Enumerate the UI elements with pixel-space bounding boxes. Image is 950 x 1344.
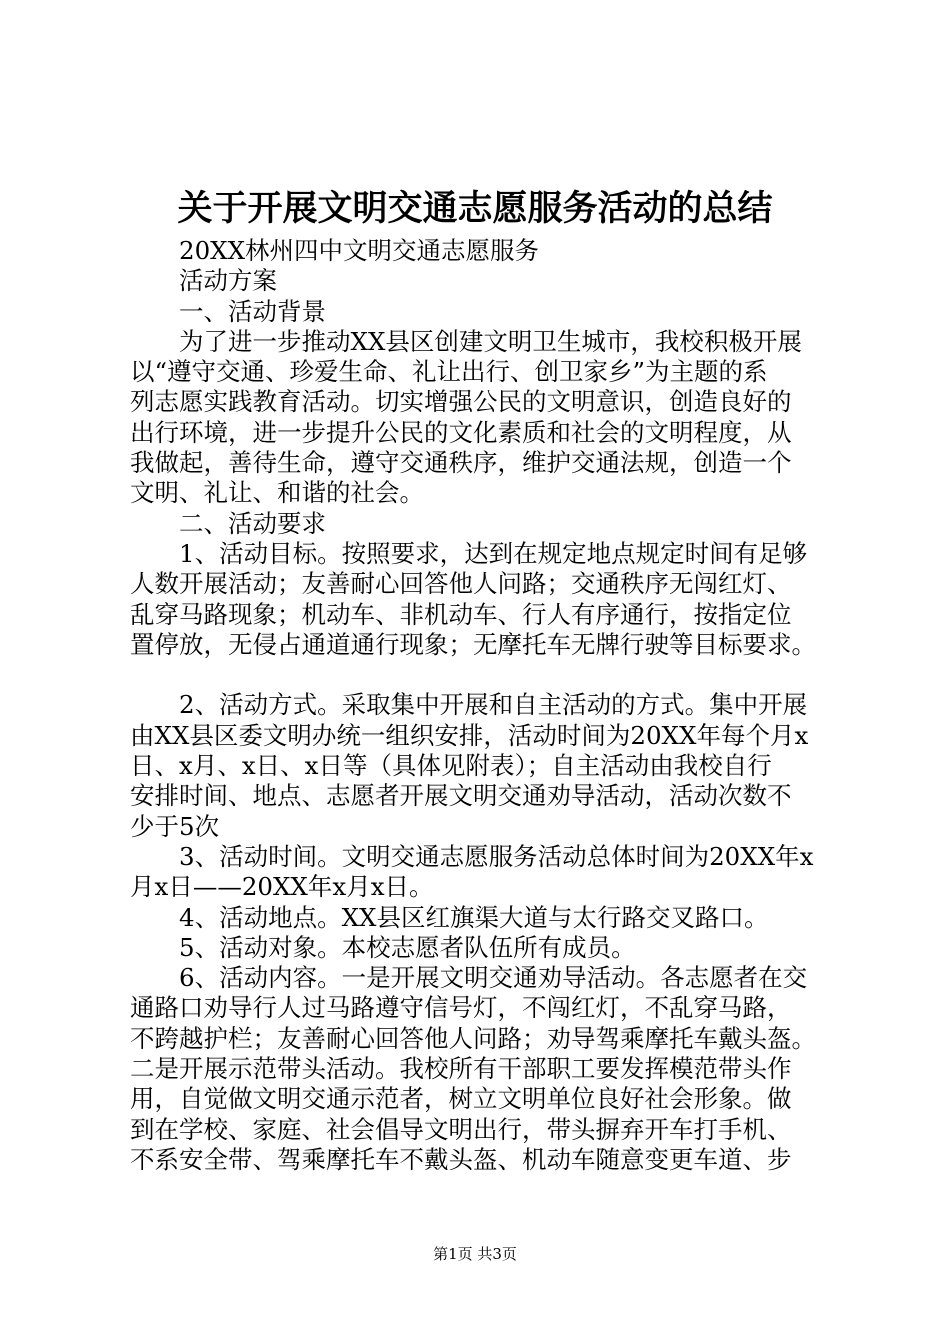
paragraph-line: 安排时间、地点、志愿者开展文明交通劝导活动，活动次数不 [130,781,792,811]
subtitle-line: 活动方案 [179,266,277,296]
section-heading: 一、活动背景 [179,296,326,326]
paragraph-line: 乱穿马路现象；机动车、非机动车、行人有序通行，按指定位 [130,599,792,629]
paragraph-line: 以“遵守交通、珍爱生命、礼让出行、创卫家乡”为主题的系 [130,357,768,387]
paragraph-line: 通路口劝导行人过马路遵守信号灯，不闯红灯，不乱穿马路， [130,993,792,1023]
document-title: 关于开展文明交通志愿服务活动的总结 [177,188,773,229]
paragraph-line: 到在学校、家庭、社会倡导文明出行，带头摒弃开车打手机、 [130,1114,792,1144]
paragraph-line: 为了进一步推动XX县区创建文明卫生城市，我校积极开展 [179,326,802,356]
paragraph-line: 不跨越护栏；友善耐心回答他人问路；劝导驾乘摩托车戴头盔。 [130,1023,816,1053]
paragraph-line: 月x日——20XX年x月x日。 [130,872,434,902]
blank-line [130,660,852,690]
paragraph-line: 出行环境，进一步提升公民的文化素质和社会的文明程度，从 [130,417,792,447]
paragraph-line: 3、活动时间。文明交通志愿服务活动总体时间为20XX年x [179,841,814,871]
paragraph-line: 文明、礼让、和谐的社会。 [130,478,424,508]
paragraph-line: 5、活动对象。本校志愿者队伍所有成员。 [179,932,636,962]
paragraph-line: 日、x月、x日、x日等（具体见附表）；自主活动由我校自行 [130,751,772,781]
paragraph-line: 少于5次 [130,811,220,841]
paragraph-line: 人数开展活动；友善耐心回答他人问路；交通秩序无闯红灯、 [130,569,792,599]
subtitle-line: 20XX林州四中文明交通志愿服务 [179,236,540,265]
paragraph-line: 二是开展示范带头活动。我校所有干部职工要发挥模范带头作 [130,1054,792,1084]
paragraph-line: 用，自觉做文明交通示范者，树立文明单位良好社会形象。做 [130,1084,792,1114]
paragraph-line: 1、活动目标。按照要求，达到在规定地点规定时间有足够 [179,538,808,568]
paragraph-line: 置停放，无侵占通道通行现象；无摩托车无牌行驶等目标要求。 [130,629,816,659]
paragraph-line: 我做起，善待生命，遵守交通秩序，维护交通法规，创造一个 [130,448,792,478]
paragraph-line: 4、活动地点。XX县区红旗渠大道与太行路交叉路口。 [179,902,769,932]
section-heading: 二、活动要求 [179,508,326,538]
document-body [130,236,852,1175]
page-number-footer: 第1页 共3页 [433,1245,517,1263]
paragraph-line: 由XX县区委文明办统一组织安排，活动时间为20XX年每个月x [130,720,809,750]
paragraph-line: 6、活动内容。一是开展文明交通劝导活动。各志愿者在交 [179,963,808,993]
paragraph-line: 2、活动方式。采取集中开展和自主活动的方式。集中开展 [179,690,808,720]
paragraph-line: 列志愿实践教育活动。切实增强公民的文明意识，创造良好的 [130,387,792,417]
paragraph-line: 不系安全带、驾乘摩托车不戴头盔、机动车随意变更车道、步 [130,1144,792,1174]
